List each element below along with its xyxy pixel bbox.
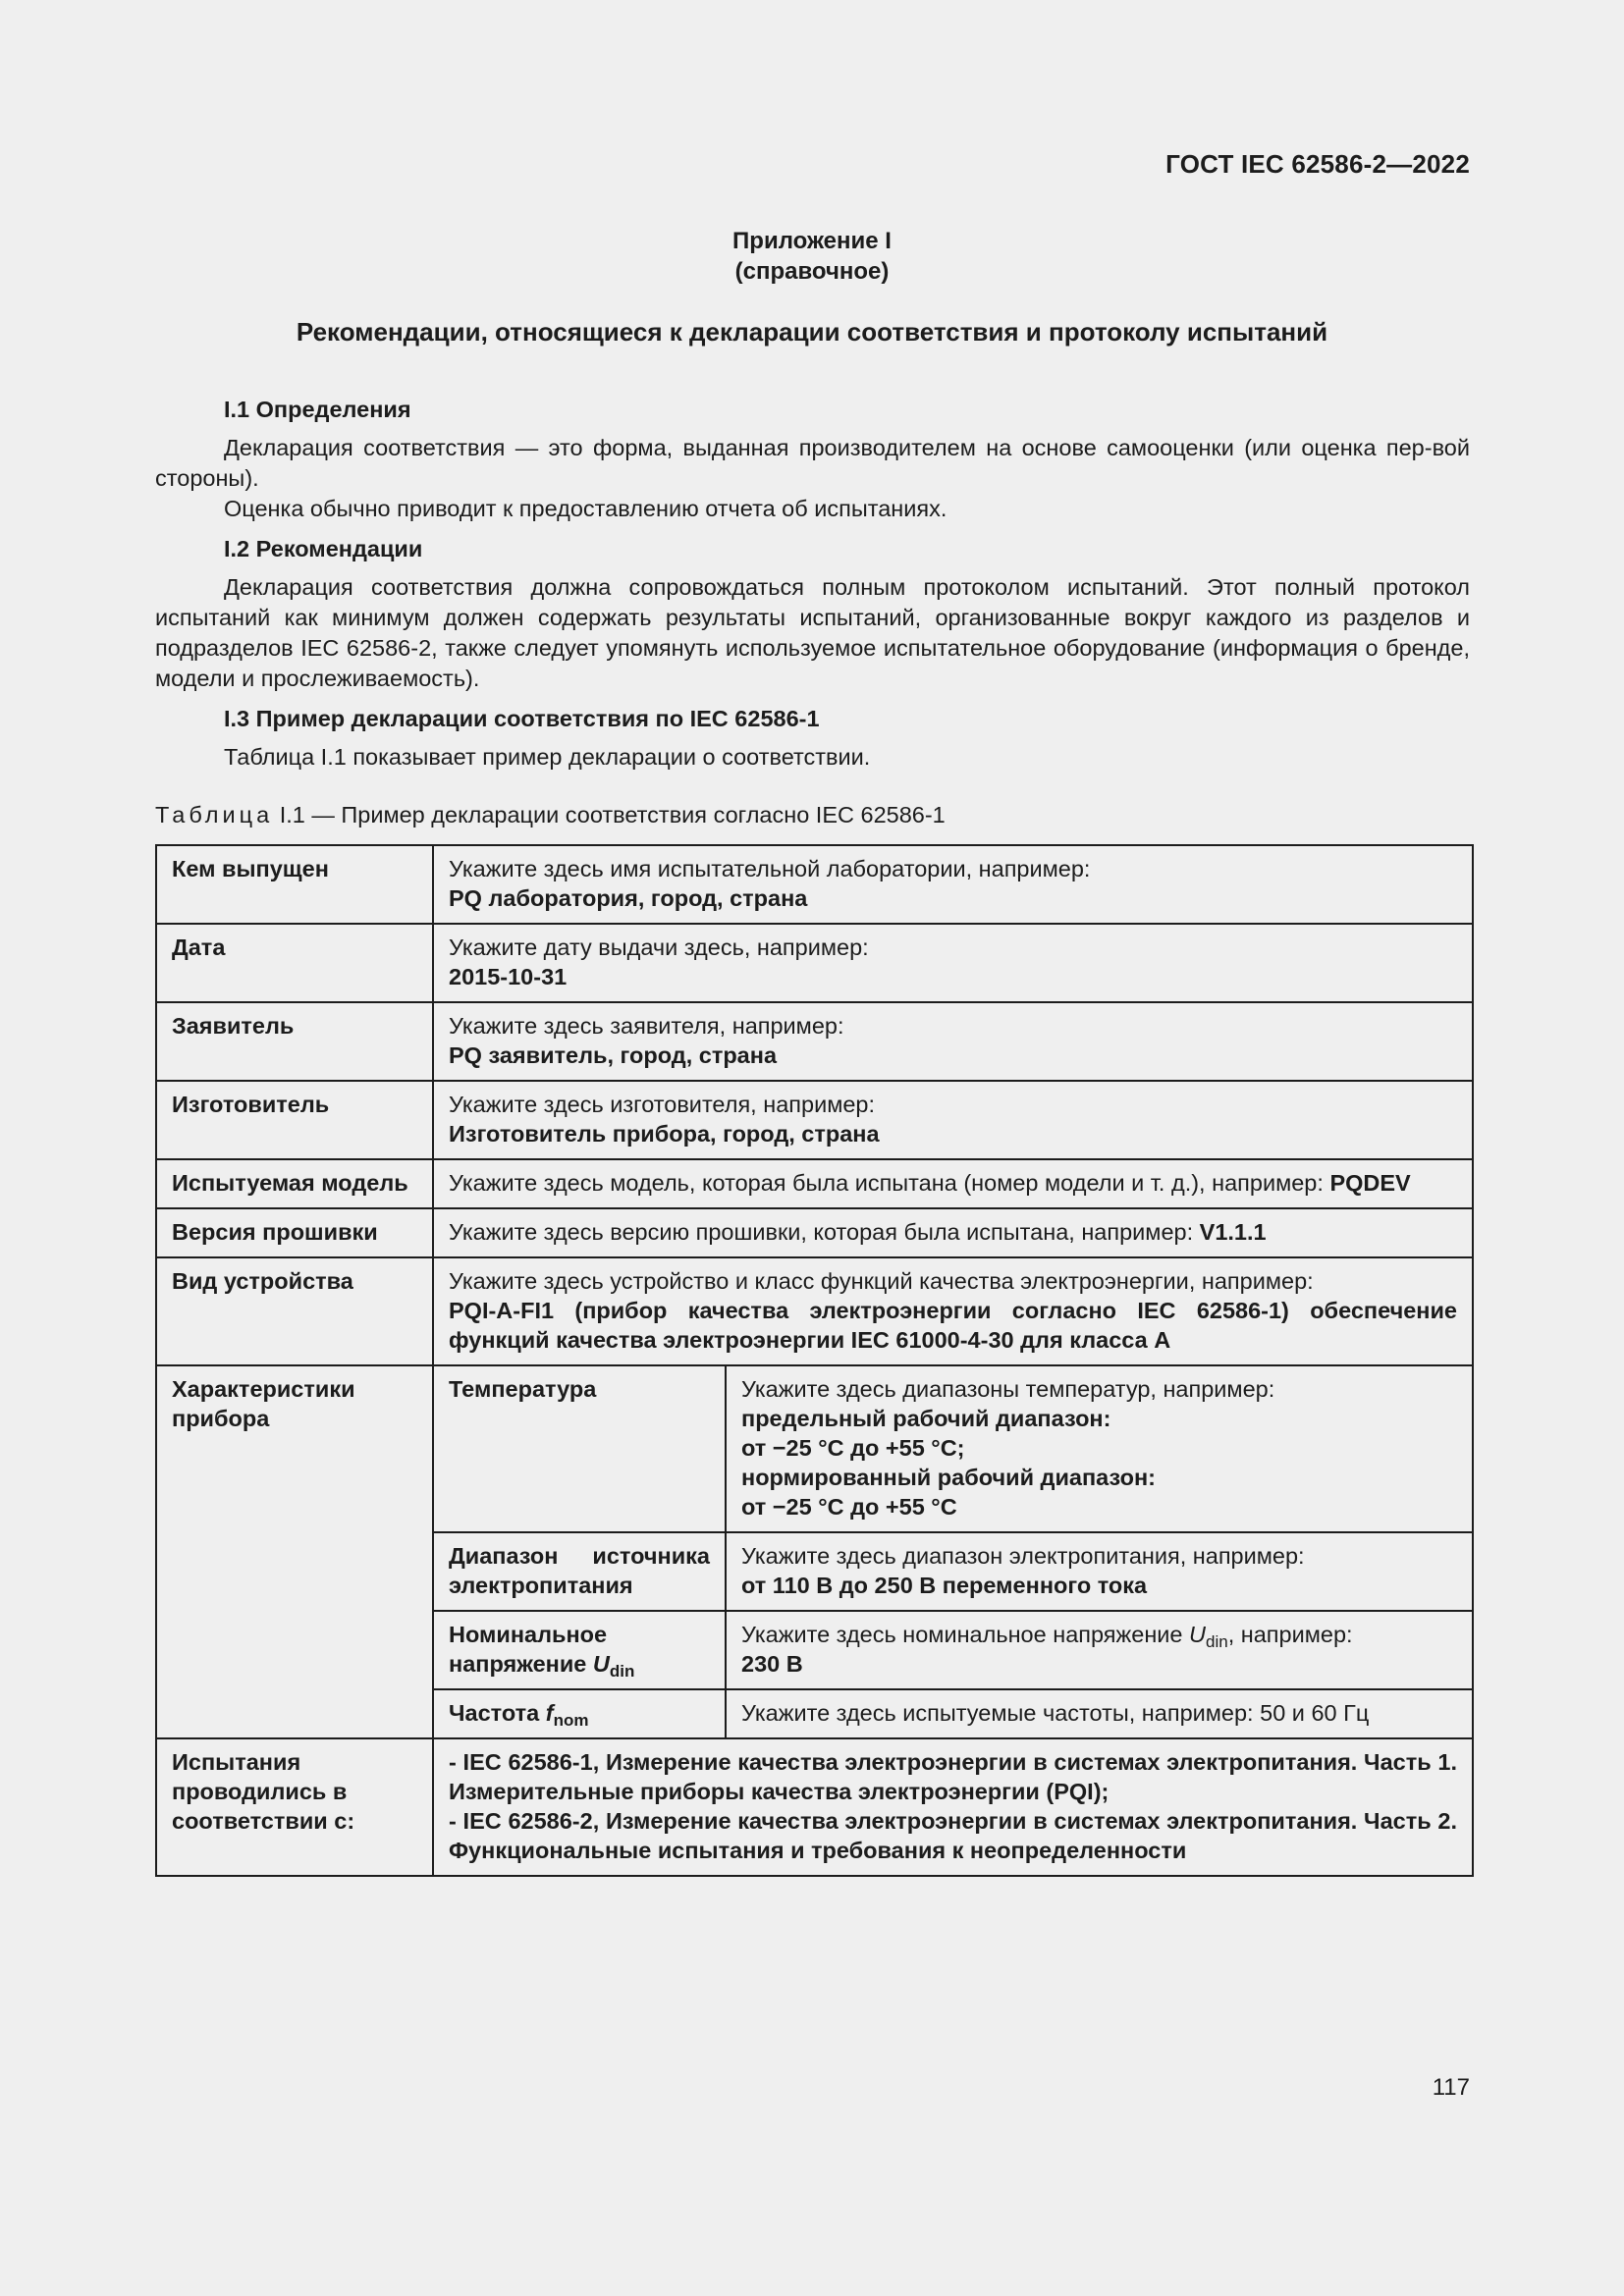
cell-text: Укажите здесь номинальное напряжение $U_{din}$, например: [741, 1622, 1353, 1651]
cell-text: Укажите здесь имя испытательной лаборатории, например: [449, 856, 1091, 881]
standard-code: ГОСТ IEC 62586-2—2022 [1165, 149, 1470, 179]
page-number: 117 [1432, 2074, 1470, 2101]
annex-heading: Рекомендации, относящиеся к декларации соответствия и протоколу испытаний [296, 317, 1328, 347]
cell-text: Укажите здесь заявителя, например: [449, 1013, 844, 1039]
paragraph: Оценка обычно приводит к предоставлению отчета об испытаниях. [224, 496, 947, 521]
row-value [726, 1365, 1473, 1532]
table-caption-word: Таблица [155, 802, 274, 828]
cell-example: V1.1.1 [1199, 1219, 1267, 1245]
annex-title: Приложение I [732, 228, 892, 254]
row-value [726, 1532, 1473, 1611]
cell-example: Изготовитель прибора, город, страна [449, 1121, 880, 1147]
cell-text: Укажите здесь диапазон электропитания, например: [741, 1543, 1305, 1569]
cell-example: от 110 В до 250 В переменного тока [741, 1573, 1148, 1598]
cell-text: Укажите здесь версию прошивки, которая была испытана, например: [449, 1219, 1194, 1245]
subscript: din [609, 1662, 635, 1681]
cell-text: Укажите здесь изготовителя, например: [449, 1092, 876, 1117]
declaration-table [155, 844, 1474, 1877]
cell-text: Укажите здесь устройство и класс функций качества электроэнергии, например: [449, 1268, 1314, 1294]
row-label: Кем выпущен [156, 845, 433, 924]
row-value [433, 1208, 1473, 1257]
sub-label [433, 1689, 726, 1738]
cell-example: PQDEV [1329, 1170, 1411, 1196]
annex-title-block [0, 226, 1624, 287]
row-label: Заявитель [156, 1002, 433, 1081]
row-value [433, 1738, 1473, 1876]
subscript: nom [553, 1711, 589, 1730]
row-value [433, 845, 1473, 924]
cell-example: PQ заявитель, город, страна [449, 1042, 778, 1068]
table-row [156, 1738, 1473, 1876]
row-value [433, 1159, 1473, 1208]
cell-text: Укажите дату выдачи здесь, например: [449, 934, 869, 960]
cell-example: PQ лаборатория, город, страна [449, 885, 808, 911]
row-label: Дата [156, 924, 433, 1002]
body-text [155, 395, 1470, 773]
table-row [156, 1002, 1473, 1081]
cell-text: Укажите здесь модель, которая была испытана (номер модели и т. д.), например: [449, 1170, 1324, 1196]
row-label: Изготовитель [156, 1081, 433, 1159]
row-value [433, 1257, 1473, 1365]
row-label: Характеристики прибора [156, 1365, 433, 1738]
table-caption [155, 802, 946, 828]
annex-status: (справочное) [734, 258, 890, 285]
row-value [726, 1689, 1473, 1738]
sub-label [433, 1611, 726, 1689]
paragraph: Декларация соответствия должна сопровождаться полным протоколом испытаний. Этот полный протокол испытаний как минимум должен содержать результаты испытаний, организованные вокруг каждого из разделов и подразделов IEC 62586-2, также следует упомянуть используемое испытательное оборудование (информация о бренде, модели и прослеживаемость). [155, 574, 1470, 691]
table-row [156, 924, 1473, 1002]
cell-example: PQI-A-FI1 (прибор качества электроэнергии согласно IEC 62586-1) обеспечение функций качества электроэнергии IEC 61000-4-30 для класса A [449, 1298, 1457, 1353]
cell-example: - IEC 62586-2, Измерение качества электроэнергии в системах электропитания. Часть 2. Функциональные испытания и требования к неопределенности [449, 1808, 1457, 1863]
row-label: Испытания проводились в соответствии с: [156, 1738, 433, 1876]
table-row [156, 1208, 1473, 1257]
cell-example: 2015-10-31 [449, 964, 568, 989]
cell-text: Укажите здесь испытуемые частоты, например: 50 и 60 Гц [741, 1700, 1370, 1726]
row-label: Версия прошивки [156, 1208, 433, 1257]
table-row [156, 845, 1473, 924]
table-caption-text: I.1 — Пример декларации соответствия согласно IEC 62586-1 [279, 802, 946, 828]
row-value [433, 1081, 1473, 1159]
cell-text: Укажите здесь диапазоны температур, например: [741, 1376, 1275, 1402]
cell-example: - IEC 62586-1, Измерение качества электроэнергии в системах электропитания. Часть 1. Измерительные приборы качества электроэнергии (PQI); [449, 1749, 1457, 1804]
row-value [433, 1002, 1473, 1081]
cell-example: от −25 °C до +55 °C [741, 1494, 957, 1520]
symbol: U [592, 1651, 610, 1677]
cell-example: от −25 °C до +55 °C; [741, 1435, 965, 1461]
table-row [156, 1365, 1473, 1532]
sub-label-text: Номинальное напряжение [449, 1622, 608, 1677]
row-label: Испытуемая модель [156, 1159, 433, 1208]
table-row [156, 1159, 1473, 1208]
cell-example: нормированный рабочий диапазон: [741, 1465, 1157, 1490]
row-label: Вид устройства [156, 1257, 433, 1365]
table-row [156, 1257, 1473, 1365]
sub-label: Диапазон источника электропитания [433, 1532, 726, 1611]
sub-label-text: Частота [449, 1700, 540, 1726]
paragraph: Декларация соответствия — это форма, выданная производителем на основе самооценки (или оценка пер-вой стороны). [155, 435, 1470, 491]
row-value [433, 924, 1473, 1002]
table-row [156, 1081, 1473, 1159]
section-title: I.3 Пример декларации соответствия по IEC 62586-1 [224, 706, 820, 731]
paragraph: Таблица I.1 показывает пример декларации о соответствии. [224, 744, 871, 770]
section-title: I.1 Определения [224, 397, 411, 422]
symbol: f [545, 1700, 554, 1726]
cell-example: предельный рабочий диапазон: [741, 1406, 1111, 1431]
cell-example: 230 В [741, 1651, 803, 1677]
row-value [726, 1611, 1473, 1689]
sub-label: Температура [433, 1365, 726, 1532]
section-title: I.2 Рекомендации [224, 536, 423, 561]
